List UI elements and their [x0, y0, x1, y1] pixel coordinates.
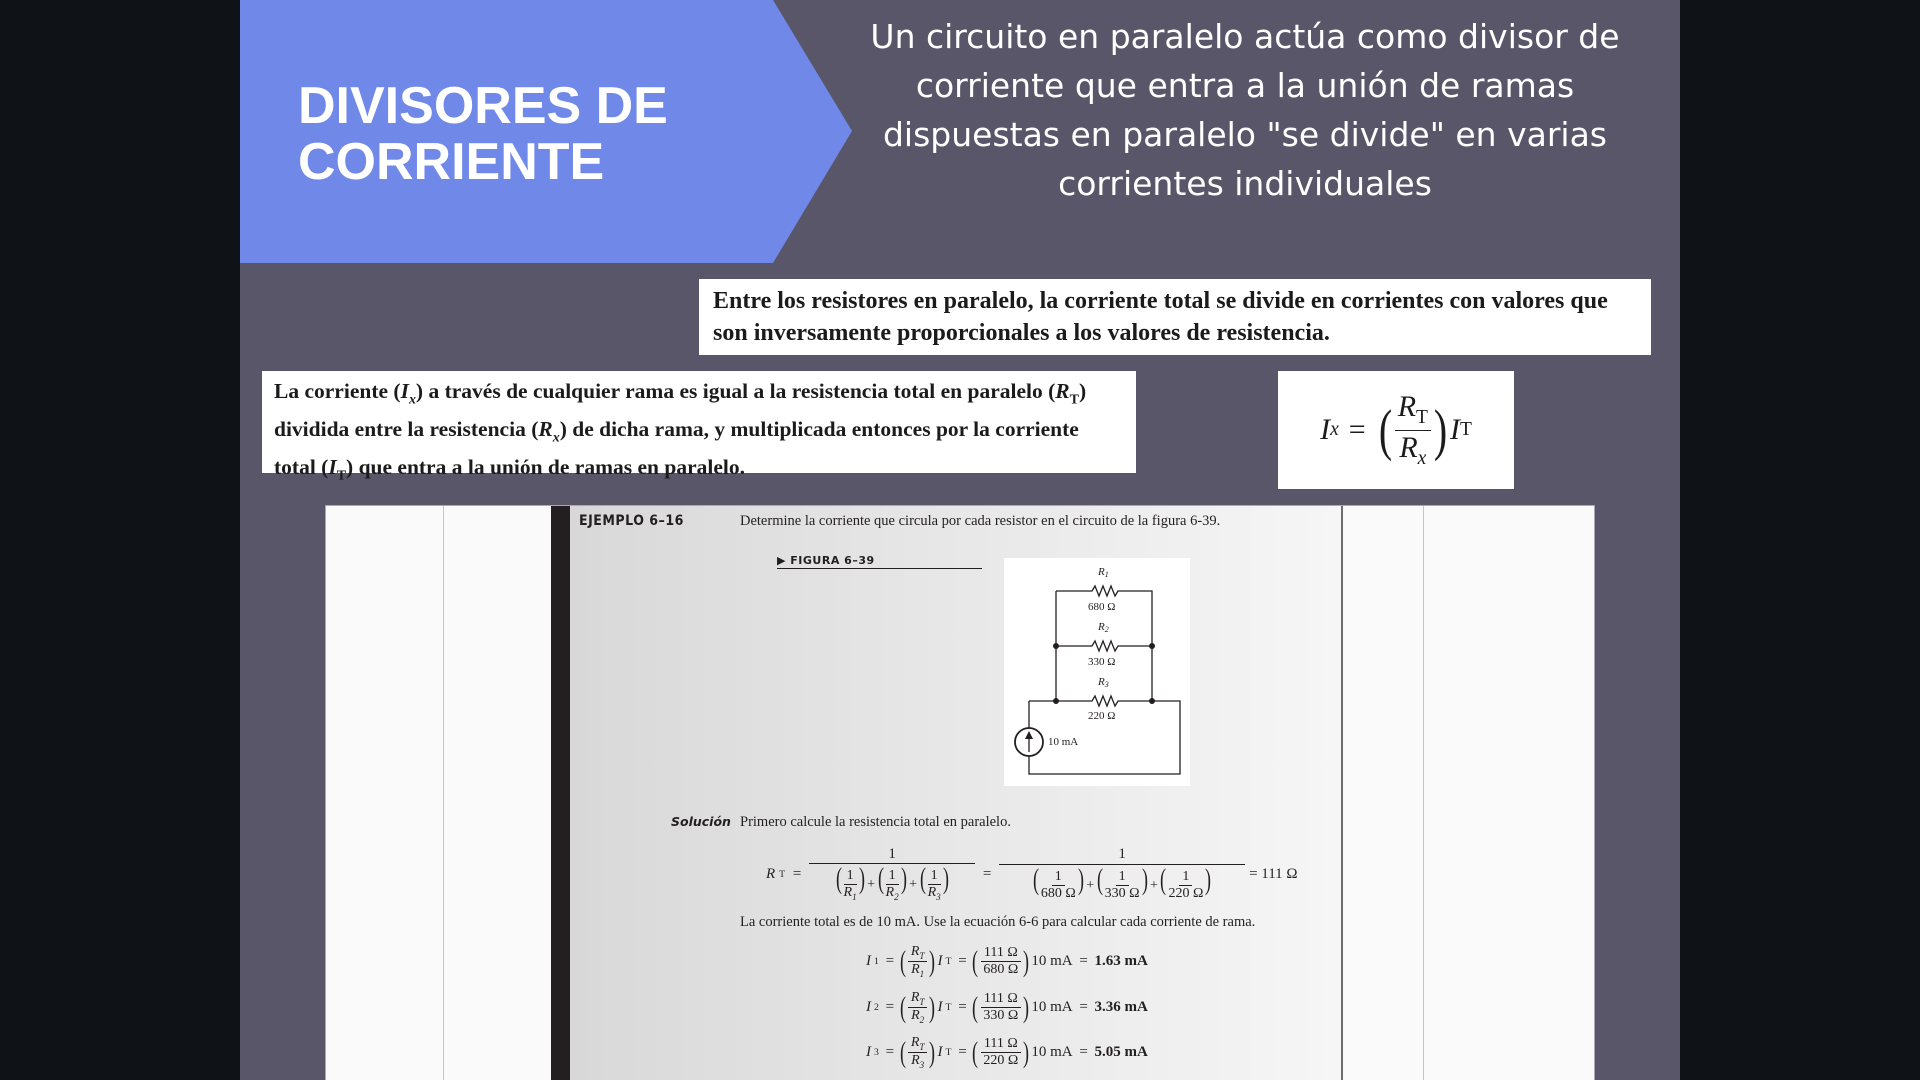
r3-value: 220 Ω: [1088, 710, 1116, 722]
figure-label: ▶ FIGURA 6–39: [777, 554, 982, 569]
textbook-page: [551, 506, 1343, 1080]
branch-current-2: I 2 = ( $\frac{R_T}{R_2}$ ) I T = ( $\frac{111 \Omega}{330 \Omega}$ ) 10 mA = 3.36 mA: [866, 990, 1148, 1026]
r1-label: R1: [1098, 566, 1109, 579]
branch-current-1: I 1 = ( $\frac{R_T}{R_1}$ ) I T = ( $\frac{111 \Omega}{680 \Omega}$ ) 10 mA = 1.63 mA: [866, 944, 1148, 980]
rule-box: Entre los resistores en paralelo, la corriente total se divide en corrientes con valores que son inversamente proporcionales a los valores de resistencia.: [699, 279, 1651, 355]
branch-current-3: I 3 = ( $\frac{R_T}{R_3}$ ) I T = ( $\frac{111 \Omega}{220 \Omega}$ ) 10 mA = 5.05 mA: [866, 1035, 1148, 1071]
current-divider-formula: I x = ( $\frac{R_T}{R_x}$ ) I T: [1278, 371, 1514, 489]
result-i1: 1.63 mA: [1094, 953, 1148, 970]
title-banner: [240, 0, 852, 263]
source-value: 10 mA: [1048, 736, 1079, 748]
pdf-viewer[interactable]: [325, 505, 1595, 1080]
result-i2: 3.36 mA: [1094, 999, 1148, 1016]
current-intro: La corriente total es de 10 mA. Use la ecuación 6-6 para calcular cada corriente de rama.: [740, 914, 1256, 930]
page-divider: [443, 506, 444, 1080]
result-i3: 5.05 mA: [1094, 1044, 1148, 1061]
solution-intro: Primero calcule la resistencia total en paralelo.: [740, 814, 1011, 830]
page-margin-bar: [551, 506, 570, 1080]
formula-fraction: $\frac{R_T}{R_x}$: [1395, 390, 1431, 470]
intro-text: Un circuito en paralelo actúa como divisor de corriente que entra a la unión de ramas dispuestas en paralelo "se divide" en varias corrientes individuales: [870, 17, 1620, 203]
r2-value: 330 Ω: [1088, 656, 1116, 668]
page-divider: [1423, 506, 1424, 1080]
total-resistance-equation: R T = 1 ( $\frac{1}{R_1}$ ) + ( $\frac{1}{R_2}$ ) + ( $\frac{1}{R_3}$ ) = 1 ( $\frac{1}{680 \Omega}$ ) + ( $\frac{1}{330 \Omega}$ ) + ( $\frac{1}{220 \Omega}$ ) = 111 Ω: [766, 846, 1298, 902]
slide-title: DIVISORES DE CORRIENTE: [298, 77, 668, 191]
r2-label: R2: [1098, 621, 1109, 634]
slide: [240, 0, 1680, 1080]
circuit-diagram: [1004, 558, 1190, 786]
example-label: EJEMPLO 6–16: [579, 513, 684, 529]
example-prompt: Determine la corriente que circula por cada resistor en el circuito de la figura 6-39.: [740, 513, 1221, 529]
r3-label: R3: [1098, 676, 1109, 689]
definition-box: La corriente $(I_x)$ a través de cualquier rama es igual a la resistencia total en paralelo $(R_T)$ dividida entre la resistencia $(R_x)$ de dicha rama, y multiplicada entonces por la corriente total $(I_T)$ que entra a la unión de ramas en paralelo.: [262, 371, 1136, 473]
r1-value: 680 Ω: [1088, 601, 1116, 613]
solution-label: Solución: [671, 814, 731, 829]
